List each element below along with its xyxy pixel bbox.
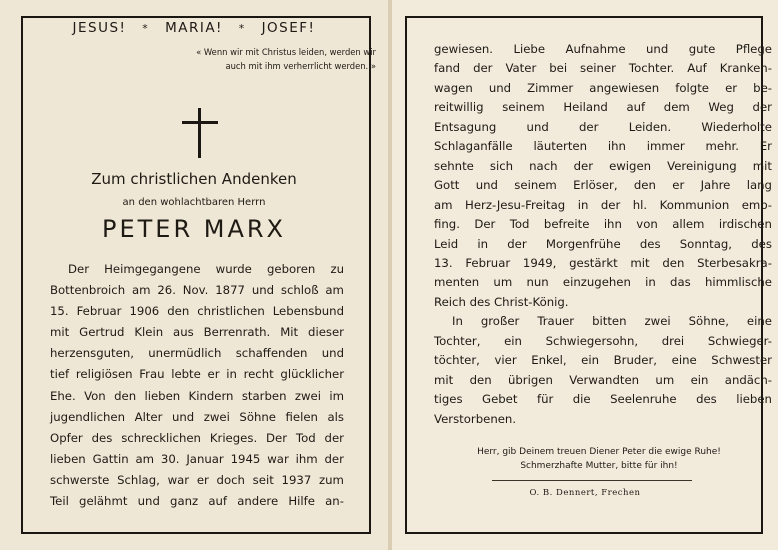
word: Er (759, 139, 772, 154)
text-line (434, 254, 772, 273)
word: war (267, 451, 289, 466)
word: 1945 (230, 451, 261, 466)
word: Gertrud (79, 325, 125, 340)
text-line (50, 301, 344, 322)
word: Der (474, 217, 496, 232)
word: Ehe. (50, 388, 76, 403)
word: des (751, 236, 772, 251)
word: zwei (644, 314, 671, 329)
word: Teil (50, 494, 69, 509)
word: eine (671, 353, 697, 368)
word: 1877 (215, 283, 245, 298)
word: Tochter, (434, 333, 481, 348)
word: Opfer (50, 430, 83, 445)
word: fielen (285, 409, 318, 424)
memorial-title: Zum christlichen Andenken (91, 170, 297, 188)
text-line (50, 322, 344, 343)
word: der (752, 100, 772, 115)
word: unermüdlich (148, 346, 222, 361)
text-line (434, 59, 772, 78)
word: der (579, 119, 599, 134)
word: mit (434, 372, 454, 387)
word: in (226, 367, 237, 382)
memorial-intro: an den wohlachtbaren Herrn (122, 197, 266, 208)
word: reitwillig (434, 100, 484, 115)
word: zwei (203, 409, 230, 424)
word: ein (690, 372, 709, 387)
word: am (131, 283, 151, 298)
text-line (434, 351, 772, 370)
text-line (434, 235, 772, 254)
word: Frau (139, 367, 165, 382)
word: Heiland (563, 100, 608, 115)
word: recht (243, 367, 274, 382)
word: vier (494, 353, 517, 368)
word: glücklicher (280, 367, 344, 382)
word: fing. (434, 217, 460, 232)
right-card (392, 0, 778, 550)
word: Tod (509, 217, 530, 232)
word: am (135, 451, 155, 466)
word: Hilfe (288, 494, 315, 509)
word: zum (318, 472, 344, 487)
text-line (434, 40, 772, 59)
word: zwei (294, 388, 321, 403)
word: fand (434, 61, 461, 76)
word: Enkel, (531, 353, 567, 368)
word: in (645, 275, 656, 290)
word: gute (688, 42, 716, 56)
word: und (526, 119, 549, 134)
word: das (670, 275, 691, 290)
text-line (434, 332, 772, 351)
quote-line: « Wenn wir mit Christus leiden, werden wir (196, 47, 376, 57)
word: Schwiegersohn, (545, 333, 639, 348)
word: Wiederholte (701, 119, 772, 134)
word: schwerste (50, 472, 110, 487)
word: läuterten (533, 139, 588, 154)
text-line (434, 215, 772, 234)
word: er (725, 80, 738, 95)
word: herzensguten, (50, 346, 134, 361)
word: Bruder, (613, 353, 658, 368)
text-line (434, 98, 772, 117)
word: und (488, 80, 512, 95)
word: seit (252, 472, 274, 487)
word: als (327, 409, 344, 424)
word: der (324, 451, 344, 466)
word: Von (84, 388, 106, 403)
word: er (196, 472, 209, 487)
word: seiner (580, 61, 616, 76)
word: Alter (134, 409, 163, 424)
word: töchter, (434, 353, 480, 368)
word: den (469, 372, 492, 387)
text-line (434, 312, 772, 331)
word: Kindern (188, 388, 234, 403)
prayer (428, 445, 770, 473)
word: Erlöser, (573, 178, 618, 193)
text-line (50, 407, 344, 428)
word: In (452, 314, 463, 329)
word: des (91, 430, 113, 445)
text-line (434, 118, 772, 137)
word: Herz-Jesu-Freitag (465, 197, 566, 212)
word: Aufnahme (565, 42, 626, 56)
word: andäch- (724, 372, 772, 387)
word: nach (529, 158, 558, 173)
word: religiösen (75, 367, 133, 382)
word: wurde (215, 262, 252, 276)
printer-credit: O. B. Dennert, Frechen (529, 488, 641, 498)
word: Verwandten (569, 372, 640, 387)
word: Schwieger- (707, 333, 772, 348)
word: Jahre (700, 178, 731, 193)
word: Söhne (239, 409, 276, 424)
word: Der (266, 430, 288, 445)
left-card (0, 0, 388, 550)
word: den (114, 388, 137, 403)
word: Leid (434, 236, 459, 251)
word: ganz (170, 494, 199, 509)
word: Morgenfrühe (545, 236, 621, 251)
word: andere (237, 494, 279, 509)
word: Kranken- (719, 61, 772, 76)
bible-quote (94, 45, 376, 73)
word: be- (753, 80, 772, 95)
word: lieben (736, 392, 772, 407)
word: gewiesen. (434, 42, 494, 56)
word: Trauer (537, 314, 575, 329)
word: geboren (266, 262, 316, 276)
word: befreite (543, 217, 590, 232)
cross-icon (182, 108, 218, 158)
word: an- (325, 494, 344, 509)
text-line (434, 79, 772, 98)
word: 15. (50, 304, 69, 319)
word: Bottenbroich (50, 283, 126, 298)
word: am (434, 197, 453, 212)
heading-word: MARIA! (165, 20, 223, 36)
word: bitten (592, 314, 627, 329)
word: den (662, 255, 685, 270)
word: war (167, 472, 190, 487)
word: nun (526, 275, 549, 290)
word: Lebensbund (272, 304, 344, 319)
quote-line: auch mit ihm verherrlicht werden. » (225, 61, 376, 71)
word: der (473, 61, 493, 76)
word: und (251, 283, 275, 298)
word: tief (50, 367, 70, 382)
word: Februar (76, 304, 122, 319)
word: Pflege (735, 42, 772, 56)
word: Nov. (182, 283, 209, 298)
word: des (639, 236, 661, 251)
word: irdischen (718, 217, 772, 232)
word: auf (208, 494, 228, 509)
word: menten (434, 275, 480, 290)
word: seinem (514, 178, 557, 193)
star-separator: * (238, 22, 246, 35)
text-line (434, 371, 772, 390)
word: jugendlichen (50, 409, 126, 424)
word: Vater (505, 61, 537, 76)
word: aus (173, 325, 194, 340)
word: im (329, 388, 344, 403)
word: bei (549, 61, 568, 76)
word: der (324, 430, 344, 445)
word: am (325, 283, 344, 298)
word: und (321, 346, 344, 361)
word: Krieges. (209, 430, 258, 445)
word: folgte (675, 80, 709, 95)
word: Gebet (482, 392, 518, 407)
word: den (633, 178, 656, 193)
word: die (572, 392, 591, 407)
text-line (50, 449, 344, 470)
text-line (50, 428, 344, 449)
word: mehr. (705, 139, 739, 154)
text-line (50, 470, 344, 491)
word: den (167, 304, 190, 319)
word: für (536, 392, 554, 407)
word: schloß (280, 283, 319, 298)
word: mit (630, 255, 650, 270)
word: in (577, 197, 589, 212)
word: ein (581, 353, 600, 368)
word: Sonntag, (679, 236, 733, 251)
word: und (646, 42, 669, 56)
word: Heimgegangene (104, 262, 201, 276)
word: auf (626, 100, 646, 115)
word: Gott (434, 178, 460, 193)
word: Seelenruhe (610, 392, 677, 407)
word: Schlag, (117, 472, 160, 487)
text-line (50, 259, 344, 280)
word: lebte (171, 367, 201, 382)
word: Söhne, (688, 314, 729, 329)
word: um (493, 275, 513, 290)
text-line (434, 273, 772, 292)
word: um (655, 372, 675, 387)
text-line (50, 343, 344, 364)
text-line (434, 176, 772, 195)
word: dem (663, 100, 690, 115)
word: Mit (280, 325, 299, 340)
text-line (50, 386, 344, 407)
word: er (672, 178, 685, 193)
word: der (573, 158, 594, 173)
text-line: Reich des Christ-König. (434, 294, 569, 309)
word: der (507, 236, 527, 251)
word: sich (489, 158, 514, 173)
word: hl. (632, 197, 648, 212)
word: in (477, 236, 489, 251)
heading-word: JOSEF! (261, 20, 316, 36)
text-line (50, 364, 344, 385)
word: ihn (603, 217, 622, 232)
word: Entsagung (434, 119, 497, 134)
heading-word: JESUS! (72, 20, 127, 36)
word: himmlische (704, 275, 772, 290)
word: Der (68, 262, 89, 276)
deceased-name: PETER MARX (101, 215, 286, 243)
word: ewigen (609, 158, 652, 173)
word: gelähmt (79, 494, 128, 509)
word: ihn (607, 139, 626, 154)
biography-continued (434, 40, 772, 429)
word: sehnte (434, 158, 474, 173)
text-line (434, 157, 772, 176)
word: Januar (186, 451, 224, 466)
divider (492, 480, 692, 481)
word: schrecklichen (121, 430, 201, 445)
word: mit (752, 158, 772, 173)
word: mit (50, 325, 70, 340)
word: 1906 (129, 304, 160, 319)
word: lieben (144, 388, 181, 403)
word: 1949, (522, 255, 557, 270)
word: wagen (434, 80, 473, 95)
word: Gattin (92, 451, 129, 466)
word: ein (504, 333, 522, 348)
text-line (434, 390, 772, 409)
word: emp- (741, 197, 772, 212)
text-line (50, 491, 344, 512)
word: Leiden. (628, 119, 672, 134)
heading-jesus-maria-josef (0, 20, 388, 36)
biography-text (50, 259, 344, 512)
word: übrigen (507, 372, 553, 387)
word: tiges (434, 392, 463, 407)
word: Sterbesakra- (697, 255, 772, 270)
prayer-line: Herr, gib Deinem treuen Diener Peter die ewige Ruhe! (477, 447, 721, 457)
word: christlichen (197, 304, 265, 319)
word: Weg (708, 100, 734, 115)
word: 30. (160, 451, 180, 466)
text-line (434, 196, 772, 215)
prayer-line: Schmerzhafte Mutter, bitte für ihn! (520, 461, 678, 471)
word: 1937 (281, 472, 312, 487)
word: drei (661, 333, 685, 348)
word: Tod (295, 430, 316, 445)
word: des (696, 392, 717, 407)
word: seinem (502, 100, 545, 115)
word: Kommunion (659, 197, 730, 212)
word: lang (746, 178, 772, 193)
word: gestärkt (569, 255, 618, 270)
word: von (636, 217, 658, 232)
word: Zimmer (527, 80, 574, 95)
word: Februar (465, 255, 511, 270)
text-line: Verstorbenen. (434, 411, 517, 426)
word: 26. (157, 283, 176, 298)
word: Liebe (513, 42, 546, 56)
text-line (50, 280, 344, 301)
word: und (137, 494, 160, 509)
word: 13. (434, 255, 453, 270)
word: Auf (687, 61, 707, 76)
word: und (171, 409, 195, 424)
word: allem (672, 217, 705, 232)
word: Tochter. (628, 61, 675, 76)
word: großer (480, 314, 520, 329)
word: Schwester (711, 353, 772, 368)
word: zu (330, 262, 344, 276)
word: ihm (295, 451, 318, 466)
word: immer (646, 139, 685, 154)
word: Berrenrath. (203, 325, 271, 340)
word: und (475, 178, 498, 193)
word: einzugehen (562, 275, 631, 290)
word: Vereinigung (667, 158, 737, 173)
word: der (600, 197, 621, 212)
word: starben (241, 388, 287, 403)
word: lieben (50, 451, 86, 466)
star-separator: * (142, 22, 150, 35)
word: er (207, 367, 220, 382)
word: Schlaganfälle (434, 139, 513, 154)
word: dieser (308, 325, 344, 340)
word: schaffenden (235, 346, 308, 361)
word: doch (216, 472, 245, 487)
text-line (434, 137, 772, 156)
word: eine (746, 314, 772, 329)
word: angewiesen (589, 80, 660, 95)
word: Klein (134, 325, 164, 340)
